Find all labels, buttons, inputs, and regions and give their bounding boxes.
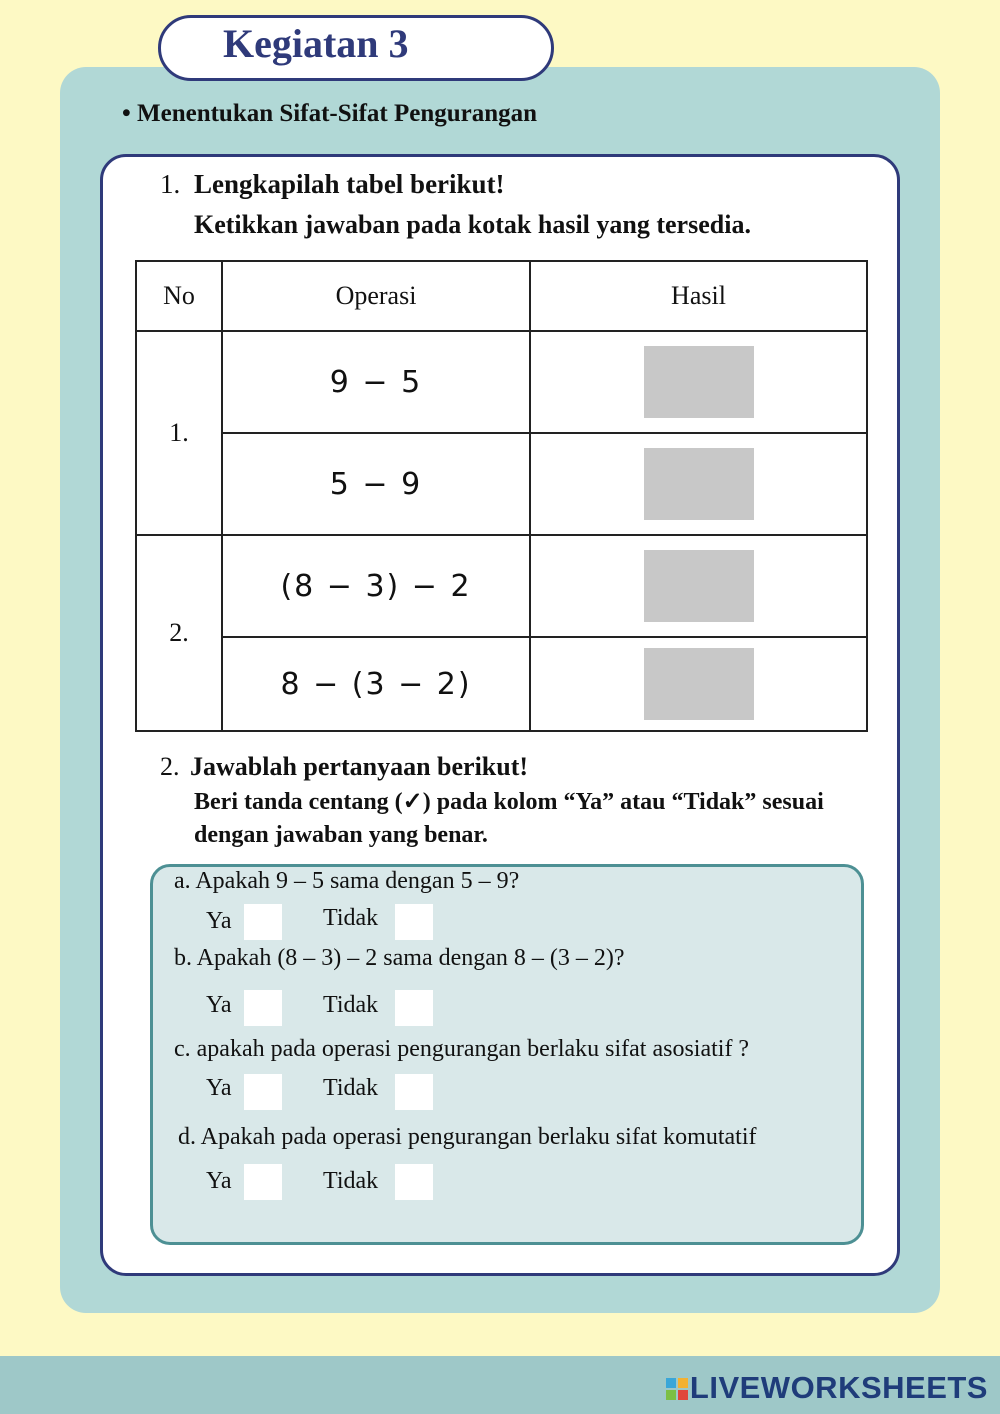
yes-checkbox[interactable] [244,1074,282,1110]
question-d-text: d. Apakah pada operasi pengurangan berlaku sifat komutatif [178,1124,757,1150]
table-row [136,433,867,535]
section-heading [122,100,537,128]
activity-title-tab [158,15,554,81]
result-cell [530,331,867,433]
option-yes-label: Ya [206,1168,232,1194]
question-a-text: a. Apakah 9 – 5 sama dengan 5 – 9? [174,868,520,894]
operation-cell: 9 − 5 [222,331,530,433]
header-result: Hasil [530,261,867,331]
result-input[interactable] [644,346,754,418]
question2-instruction: Beri tanda centang (✓) pada kolom “Ya” atau “Tidak” sesuai dengan jawaban yang benar. [194,789,824,848]
option-yes-label: Ya [206,992,232,1018]
question1-title: Lengkapilah tabel berikut! [194,169,505,199]
row-number: 1. [136,331,222,535]
brand-link[interactable] [666,1370,988,1406]
question2-number: 2. [160,752,180,781]
no-checkbox[interactable] [395,904,433,940]
yes-checkbox[interactable] [244,1164,282,1200]
table-row [136,331,867,433]
option-no-label: Tidak [323,905,379,931]
operation-cell: (8 − 3) − 2 [222,535,530,637]
result-input[interactable] [644,448,754,520]
result-input[interactable] [644,648,754,720]
operation-cell: 5 − 9 [222,433,530,535]
option-yes-label: Ya [206,1075,232,1101]
header-operation: Operasi [222,261,530,331]
heading-text: Menentukan Sifat-Sifat Pengurangan [137,100,538,127]
question1-number: 1. [160,169,181,199]
brand-name: LIVEWORKSHEETS [689,1370,988,1405]
row-number: 2. [136,535,222,731]
option-no-label: Tidak [323,992,379,1018]
table-row [136,535,867,637]
operation-table [135,260,868,732]
question2-title: Jawablah pertanyaan berikut! [190,752,529,781]
result-input[interactable] [644,550,754,622]
option-yes-label: Ya [206,908,232,934]
question-c-text: c. apakah pada operasi pengurangan berlaku sifat asosiatif ? [174,1036,750,1062]
result-cell [530,535,867,637]
activity-title: Kegiatan 3 [223,21,409,66]
yes-checkbox[interactable] [244,990,282,1026]
question1-instruction: Ketikkan jawaban pada kotak hasil yang tersedia. [194,210,751,239]
no-checkbox[interactable] [395,1074,433,1110]
operation-cell: 8 − (3 − 2) [222,637,530,731]
option-no-label: Tidak [323,1168,379,1194]
question-b-text: b. Apakah (8 – 3) – 2 sama dengan 8 – (3 – 2)? [174,945,625,971]
liveworksheets-logo-icon [666,1378,688,1400]
yes-checkbox[interactable] [244,904,282,940]
header-no: No [136,261,222,331]
option-no-label: Tidak [323,1075,379,1101]
table-header-row [136,261,867,331]
result-cell [530,637,867,731]
table-row [136,637,867,731]
heading-bullet: • [122,100,131,127]
result-cell [530,433,867,535]
no-checkbox[interactable] [395,990,433,1026]
no-checkbox[interactable] [395,1164,433,1200]
footer-bar [0,1356,1000,1414]
